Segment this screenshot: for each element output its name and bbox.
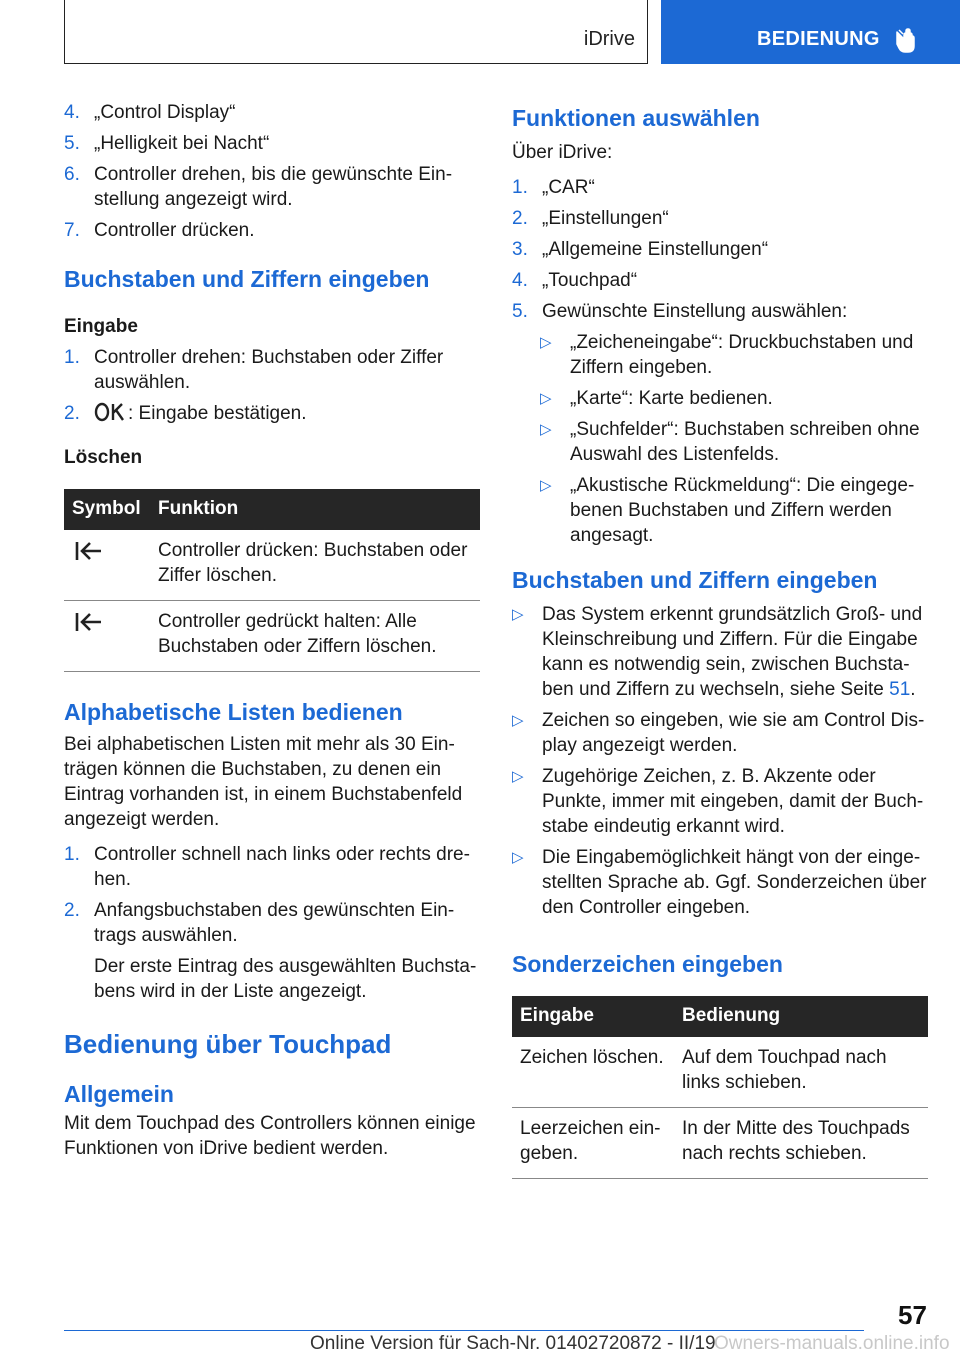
list-item <box>64 345 480 395</box>
delete-back-icon <box>74 540 102 562</box>
triangle-bullet-icon: ▷ <box>540 421 552 438</box>
table-header-row <box>512 996 928 1037</box>
alpha-steps-list <box>64 842 480 1004</box>
table-cell: Controller gedrückt halten: Alle Buchstaben oder Ziffern löschen. <box>150 601 480 672</box>
table-cell <box>64 601 150 672</box>
step-number: 3. <box>512 239 528 260</box>
step-text: „Einstellungen“ <box>542 208 669 229</box>
sub-item-text: „Akustische Rückmeldung“: Die eingegebenen Buchstaben und Ziffern werden angesagt. <box>570 475 915 546</box>
left-column <box>64 100 480 1161</box>
step-number: 2. <box>64 403 80 424</box>
section-heading-allgemein: Allgemein <box>64 1081 174 1107</box>
section-heading-buchstaben-right: Buchstaben und Ziffern eingeben <box>512 567 878 593</box>
step-number: 4. <box>512 270 528 291</box>
triangle-bullet-icon: ▷ <box>512 768 524 785</box>
footer-watermark: Owners-manuals.online.info <box>714 1333 950 1354</box>
table-cell <box>64 530 150 601</box>
sub-list-item <box>512 330 928 380</box>
step-text: Anfangsbuchstaben des gewünschten Eintrags auswählen. <box>94 900 455 946</box>
bullet-text-end: . <box>910 679 916 700</box>
triangle-bullet-icon: ▷ <box>512 606 524 623</box>
list-item <box>64 842 480 892</box>
sub-list-item <box>512 473 928 548</box>
eingabe-list <box>64 345 480 426</box>
bullet-text: Das System erkennt grundsätzlich Groß- und Kleinschreibung und Ziffern. Für die Eingabe kann es notwendig sein, zwischen Buchstaben und Ziffern zu wechseln, siehe Seite <box>542 604 923 700</box>
footer-divider <box>64 1330 864 1331</box>
sub-list-item <box>512 386 928 411</box>
header-chapter-tab <box>661 0 960 64</box>
triangle-bullet-icon: ▷ <box>512 712 524 729</box>
step-text: „Allgemeine Einstellungen“ <box>542 239 769 260</box>
step-number: 1. <box>64 844 80 865</box>
buchstaben-bullets <box>512 602 928 920</box>
step-number: 4. <box>64 102 80 123</box>
table-cell: Leerzeichen eingeben. <box>512 1108 674 1179</box>
step-text: : Eingabe bestätigen. <box>128 403 307 424</box>
step-number: 2. <box>64 900 80 921</box>
steps-list <box>64 100 480 243</box>
step-text: „Touchpad“ <box>542 270 638 291</box>
table-header-cell: Funktion <box>150 489 480 530</box>
page-number: 57 <box>898 1300 927 1330</box>
step-number: 2. <box>512 208 528 229</box>
step-number: 6. <box>64 164 80 185</box>
list-item <box>512 602 928 702</box>
delete-back-icon <box>74 611 102 633</box>
sub-item-text: „Zeicheneingabe“: Druckbuchstaben und Ziffern eingeben. <box>570 332 914 378</box>
funktionen-list <box>512 175 928 548</box>
list-item <box>64 131 480 156</box>
triangle-bullet-icon: ▷ <box>540 334 552 351</box>
table-cell: Auf dem Touchpad nach links schieben. <box>674 1037 928 1108</box>
step-number: 5. <box>64 133 80 154</box>
step-text: Controller drehen: Buchstaben oder Ziffer auswählen. <box>94 347 444 393</box>
step-text: Controller schnell nach links oder rechts drehen. <box>94 844 470 890</box>
table-cell: Zeichen löschen. <box>512 1037 674 1108</box>
step-text: „Control Display“ <box>94 102 236 123</box>
list-item <box>512 175 928 200</box>
paragraph: Bei alphabetischen Listen mit mehr als 30 Einträgen können die Buchstaben, zu denen ein Eintrag vorhanden ist, in einem Buchstabenfeld angezeigt werden. <box>64 734 463 830</box>
bullet-text: Zeichen so eingeben, wie sie am Control Display angezeigt werden. <box>542 710 925 756</box>
list-item <box>512 708 928 758</box>
section-heading-alphabetisch: Alphabetische Listen bedienen <box>64 699 403 725</box>
list-item <box>64 100 480 125</box>
list-item <box>64 401 480 426</box>
step-continuation: Der erste Eintrag des ausgewählten Buchstabens wird in der Liste angezeigt. <box>94 956 477 1002</box>
table-row <box>512 1108 928 1179</box>
list-item <box>512 845 928 920</box>
section-heading-buchstaben: Buchstaben und Ziffern eingeben <box>64 266 430 292</box>
sub-list-item <box>512 417 928 467</box>
step-number: 5. <box>512 301 528 322</box>
ok-button-icon <box>94 402 128 422</box>
pointing-hand-icon <box>894 26 920 54</box>
list-item <box>512 299 928 324</box>
table-header-cell: Bedienung <box>674 996 928 1037</box>
list-item <box>512 237 928 262</box>
table-header-row <box>64 489 480 530</box>
triangle-bullet-icon: ▷ <box>540 477 552 494</box>
header-section-title: iDrive <box>583 28 635 50</box>
step-number: 1. <box>512 177 528 198</box>
section-heading-sonderzeichen: Sonderzeichen eingeben <box>512 951 783 977</box>
table-row <box>64 601 480 672</box>
table-cell: Controller drücken: Buchstaben oder Ziffer löschen. <box>150 530 480 601</box>
bullet-text: Die Eingabemöglichkeit hängt von der eingestellten Sprache ab. Ggf. Sonderzeichen über den Controller eingeben. <box>542 847 927 918</box>
table-cell: In der Mitte des Touchpads nach rechts schieben. <box>674 1108 928 1179</box>
list-item <box>512 764 928 839</box>
footer-text: Online Version für Sach-Nr. 01402720872 - II/19 <box>310 1333 716 1354</box>
table-header-cell: Symbol <box>64 489 150 530</box>
bullet-text: Zugehörige Zeichen, z. B. Akzente oder Punkte, immer mit eingeben, damit der Buchstabe eindeutig erkannt wird. <box>542 766 924 837</box>
step-text: Gewünschte Einstellung auswählen: <box>542 301 848 322</box>
subheading-eingabe: Eingabe <box>64 316 138 337</box>
list-item <box>64 218 480 243</box>
chapter-heading-touchpad: Bedienung über Touchpad <box>64 1029 392 1059</box>
step-text: „Helligkeit bei Nacht“ <box>94 133 270 154</box>
step-text: Controller drücken. <box>94 220 255 241</box>
list-item <box>64 162 480 212</box>
step-text: Controller drehen, bis die gewünschte Einstellung angezeigt wird. <box>94 164 453 210</box>
paragraph: Über iDrive: <box>512 142 613 163</box>
header-section-box <box>64 0 648 64</box>
triangle-bullet-icon: ▷ <box>540 390 552 407</box>
header-chapter-label: BEDIENUNG <box>757 28 880 50</box>
list-item <box>512 268 928 293</box>
sub-item-text: „Suchfelder“: Buchstaben schreiben ohne Auswahl des Listenfelds. <box>570 419 920 465</box>
right-column <box>512 100 928 1179</box>
page-link[interactable]: 51 <box>889 679 911 700</box>
loeschen-table <box>64 489 480 672</box>
sub-item-text: „Karte“: Karte bedienen. <box>570 388 773 409</box>
table-header-cell: Eingabe <box>512 996 674 1037</box>
sonderzeichen-table <box>512 996 928 1179</box>
table-row <box>64 530 480 601</box>
paragraph: Mit dem Touchpad des Controllers können einige Funktionen von iDrive bedient werden. <box>64 1113 476 1159</box>
list-item <box>64 898 480 948</box>
step-text: „CAR“ <box>542 177 595 198</box>
triangle-bullet-icon: ▷ <box>512 849 524 866</box>
list-item <box>512 206 928 231</box>
section-heading-funktionen: Funktionen auswählen <box>512 105 760 131</box>
subheading-loeschen: Löschen <box>64 447 143 468</box>
step-number: 7. <box>64 220 80 241</box>
step-number: 1. <box>64 347 80 368</box>
table-row <box>512 1037 928 1108</box>
